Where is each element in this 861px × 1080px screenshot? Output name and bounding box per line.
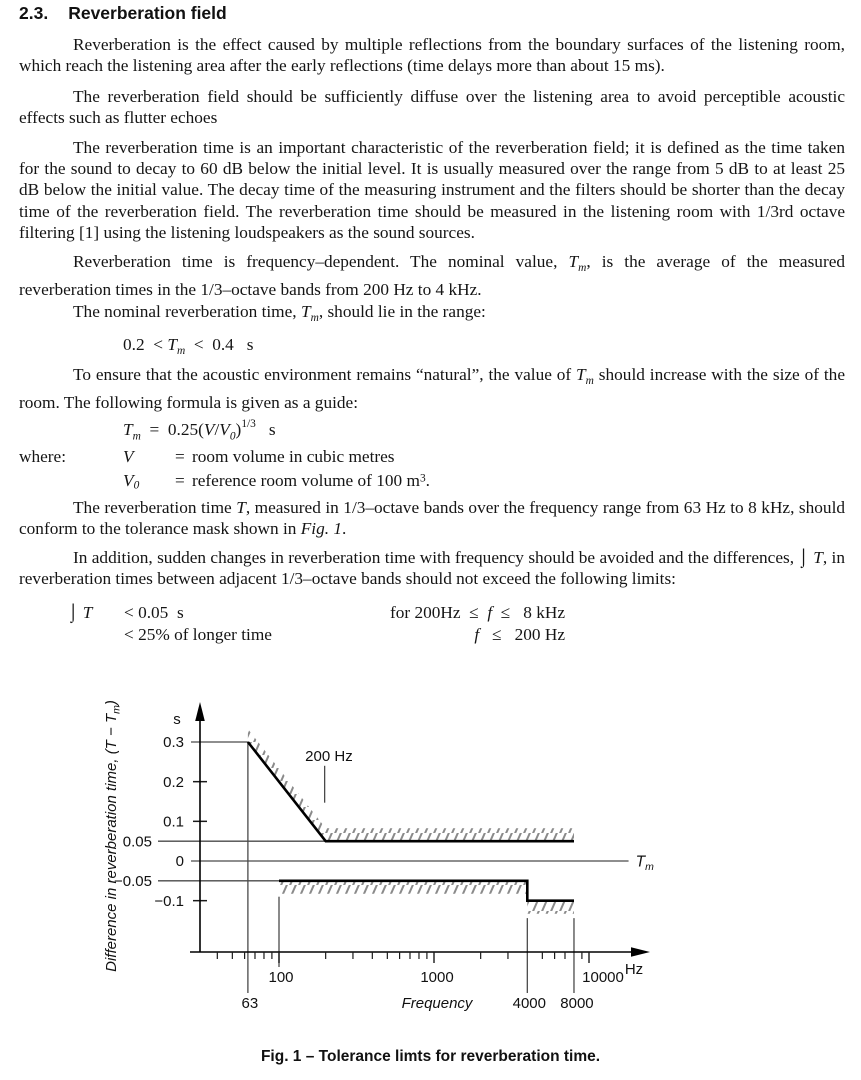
x-axis-arrow <box>631 947 650 957</box>
tm-zero-line-label: $T_m$ <box>635 853 654 873</box>
equals-sign: = <box>175 447 185 466</box>
limit-row <box>19 603 845 625</box>
x-tick-label: 1000 <box>420 969 454 986</box>
formula-tm-range: $0.2 < T_m < 0.4$ s <box>123 335 254 358</box>
x-tick-label: 100 <box>268 969 294 986</box>
paragraph-frequency-dependent: Reverberation time is frequency–dependent. The nominal value, $T_m$, is the average of the measured reverberation times in the 1/3–octave bands from 200 Hz to 4 kHz. <box>19 252 846 300</box>
limit-value: < 25% of longer time <box>124 625 272 644</box>
section-heading <box>19 3 845 24</box>
variable-v: V <box>123 447 134 466</box>
limit-condition: for 200Hz ≤ f ≤ 8 kHz <box>390 603 565 622</box>
x-special-label: 8000 <box>560 995 594 1012</box>
limit-row <box>19 625 845 647</box>
section-title: Reverberation field <box>68 3 227 23</box>
x-special-label: 4000 <box>512 995 547 1012</box>
figure-caption: Fig. 1 – Tolerance limts for reverberation time. <box>260 1048 601 1065</box>
y-tick-label: 0 <box>175 853 184 871</box>
y-tick-label: 0.05 <box>122 833 152 851</box>
x-axis-title: Frequency <box>401 995 473 1012</box>
limit-symbol: ⌡ T <box>68 603 93 622</box>
limit-value: < 0.05 s <box>124 603 184 622</box>
where-row <box>19 447 845 470</box>
y-tick-label: −0.05 <box>114 873 152 891</box>
where-label: where: <box>19 447 67 466</box>
paragraph-reverberation-definition: Reverberation is the effect caused by multiple reflections from the boundary surfaces of the listening room, which reach the listening area after the early reflections (time delays more than about 15 ms). <box>19 35 845 76</box>
x-special-label: 63 <box>241 995 259 1012</box>
paragraph-diffuse-field: The reverberation field should be sufficiently diffuse over the listening area to avoid perceptible acoustic effects such as flutter echoes <box>19 87 845 128</box>
tolerance-mask-figure <box>0 690 861 1040</box>
equals-sign: = <box>175 471 185 490</box>
y-tick-label: 0.1 <box>163 813 184 831</box>
y-unit-label: s <box>173 711 181 728</box>
paragraph-reverberation-time: The reverberation time is an important characteristic of the reverberation field; it is defined as the time taken for the sound to decay to 60 dB below the initial level. It is usually measured over the range from 5 dB to at least 25 dB below the initial value. The decay time of the measuring instrument and the filters should be shorter than the decay time of the reverberation field. The reverberation time should be measured in the listening room with 1/3rd octave filtering [1] using the listening loudspeakers as the sound sources. <box>19 138 845 242</box>
lower-tolerance-limit-hatch <box>279 881 574 914</box>
variable-v-description: room volume in cubic metres <box>192 447 395 466</box>
paragraph-natural-environment: To ensure that the acoustic environment remains “natural”, the value of $T_m$ should increase with the size of the room. The following formula is given as a guide: <box>19 365 845 413</box>
y-tick-label: −0.1 <box>154 892 184 910</box>
tolerance-mask-chart <box>0 690 861 1040</box>
y-tick-label: 0.2 <box>163 773 184 791</box>
x-unit-label: Hz <box>624 961 644 978</box>
delta-t-limits-block <box>19 603 845 651</box>
x-tick-label: 10000 <box>582 969 624 986</box>
paragraph-nominal-range: The nominal reverberation time, $T_m$, should lie in the range: <box>73 302 486 325</box>
limit-condition: f ≤ 200 Hz <box>474 625 565 644</box>
section-number: 2.3. <box>19 3 49 23</box>
variable-v0: V0 <box>123 471 140 492</box>
upper-tolerance-limit-hatch <box>248 729 574 841</box>
paragraph-adjacent-bands: In addition, sudden changes in reverberation time with frequency should be avoided and the differences, ⌡ T, in reverberation times between adjacent 1/3–octave bands should not exceed the following limits: <box>19 548 845 589</box>
where-definitions-block <box>19 447 845 497</box>
where-row <box>19 471 845 494</box>
y-axis-arrow <box>195 702 205 721</box>
variable-v0-description: reference room volume of 100 $m^3$. <box>192 471 430 490</box>
paragraph-tolerance-mask: The reverberation time T, measured in 1/3–octave bands over the frequency range from 63 Hz to 8 kHz, should conform to the tolerance mask shown in Fig. 1. <box>19 498 846 539</box>
y-tick-label: 0.3 <box>163 734 184 752</box>
y-axis-title: Difference in reverberation time, $(T - T_m)$ <box>103 700 123 972</box>
formula-tm-guide: $T_m = 0.25(V/V_0)^{1/3}$ s <box>123 418 276 443</box>
corner-annotation: 200 Hz <box>305 747 353 765</box>
